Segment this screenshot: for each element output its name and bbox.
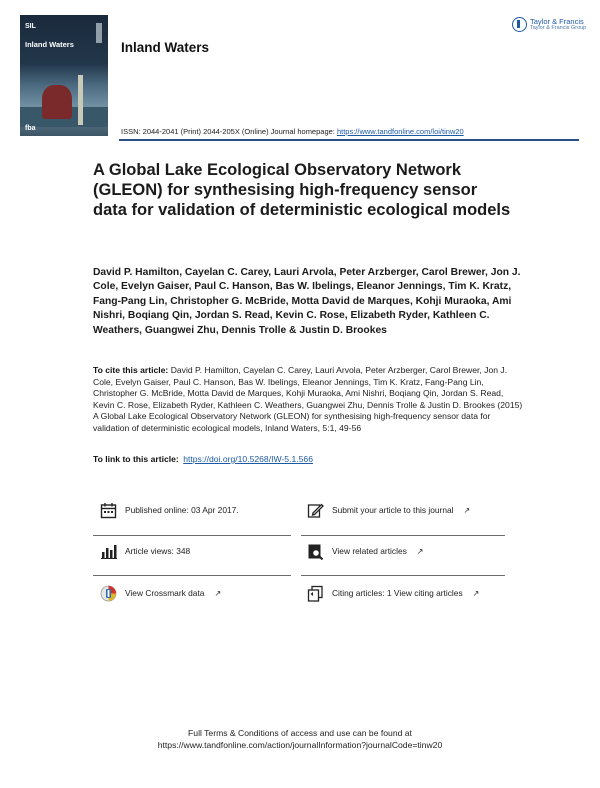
journal-homepage-link[interactable]: https://www.tandfonline.com/loi/tinw20: [336, 127, 464, 136]
external-link-icon: ↗: [416, 546, 424, 556]
terms-footer-link[interactable]: https://www.tandfonline.com/action/journalInformation?journalCode=tinw20: [157, 740, 443, 750]
view-related-articles-text: View related articles: [332, 546, 407, 556]
crossmark-link[interactable]: [99, 584, 221, 602]
external-link-icon: ↗: [463, 505, 471, 515]
citation-block: [93, 365, 523, 435]
article-views-text: Article views: 348: [125, 546, 191, 556]
external-link-icon: ↗: [472, 588, 480, 598]
divider: [93, 535, 291, 536]
crossmark-text: View Crossmark data: [125, 588, 205, 598]
doi-line: [93, 454, 313, 464]
calendar-icon: [99, 501, 117, 519]
published-online-text: Published online: 03 Apr 2017.: [125, 505, 239, 515]
citation-label: To cite this article:: [93, 365, 169, 375]
issn-line: [121, 127, 464, 136]
citing-articles-icon: [306, 584, 324, 602]
related-articles-search-icon: [306, 542, 324, 560]
citation-text: David P. Hamilton, Cayelan C. Carey, Lauri Arvola, Peter Arzberger, Carol Brewer, Jon J. Cole, Evelyn Gaiser, Paul C. Hanson, Bas W. Ibelings, Eleanor Jennings, Tim K. Kratz, Fang-Pang Lin, Christopher G. McBride, Motta David de Marques, Kohji Muraoka, Ami Nishri, Boqiang Qin, Jordan S. Read, Kevin C. Rose, Elizabeth Ryder, Kathleen C. Weathers, Guangwei Zhu, Dennis Trolle & Justin D. Brookes (2015) A Global Lake Ecological Observatory Network (GLEON) for synthesising high-frequency sensor data for validation of deterministic ecological models, Inland Waters, 5:1, 49-56: [93, 365, 523, 433]
article-title: A Global Lake Ecological Observatory Network (GLEON) for synthesising high-frequency sensor data for validation of deterministic ecological models: [93, 161, 511, 219]
publisher-logo-line1: Taylor & Francis: [530, 16, 584, 26]
cover-publisher-logo: fba: [25, 125, 36, 132]
cover-photo-post: [78, 75, 83, 125]
terms-footer-line1: Full Terms & Conditions of access and use can be found at: [188, 728, 412, 738]
published-online-item: [99, 501, 239, 519]
citing-articles-link[interactable]: [306, 584, 479, 602]
external-link-icon: ↗: [214, 588, 222, 598]
view-related-articles-link[interactable]: [306, 542, 424, 560]
terms-footer: [0, 727, 600, 751]
divider: [93, 575, 291, 576]
doi-label: To link to this article:: [93, 454, 179, 464]
pencil-edit-icon: [306, 501, 324, 519]
doi-link[interactable]: https://doi.org/10.5268/IW-5.1.566: [183, 454, 313, 464]
divider: [301, 535, 505, 536]
submit-article-link[interactable]: [306, 501, 470, 519]
submit-article-text: Submit your article to this journal: [332, 505, 454, 515]
journal-name: Inland Waters: [121, 40, 210, 55]
cover-photo-person: [42, 85, 72, 119]
publisher-logo[interactable]: [512, 17, 586, 32]
citing-articles-text: Citing articles: 1 View citing articles: [332, 588, 463, 598]
cover-title: Inland Waters: [25, 40, 74, 49]
cover-stripe: [96, 23, 102, 43]
issn-text: ISSN: 2044-2041 (Print) 2044-205X (Online) Journal homepage:: [121, 127, 337, 136]
cover-brand-logo: SIL: [25, 23, 36, 30]
publisher-logo-line2: Taylor & Francis Group: [530, 24, 587, 31]
taylor-francis-icon: [512, 17, 527, 32]
journal-cover-image: [20, 15, 108, 136]
bar-chart-icon: [99, 542, 117, 560]
divider: [301, 575, 505, 576]
article-views-item: [99, 542, 190, 560]
crossmark-icon: [99, 584, 117, 602]
article-actions-grid: [93, 492, 505, 614]
article-authors: David P. Hamilton, Cayelan C. Carey, Lauri Arvola, Peter Arzberger, Carol Brewer, Jon J. Cole, Evelyn Gaiser, Paul C. Hanson, Bas W. Ibelings, Eleanor Jennings, Tim K. Kratz, Fang-Pang Lin, Christopher G. McBride, Motta David de Marques, Kohji Muraoka, Ami Nishri, Boqiang Qin, Jordan S. Read, Kevin C. Rose, Elizabeth Ryder, Kathleen C. Weathers, Guangwei Zhu, Dennis Trolle & Justin D. Brookes: [93, 267, 521, 336]
header-divider: [119, 139, 579, 141]
